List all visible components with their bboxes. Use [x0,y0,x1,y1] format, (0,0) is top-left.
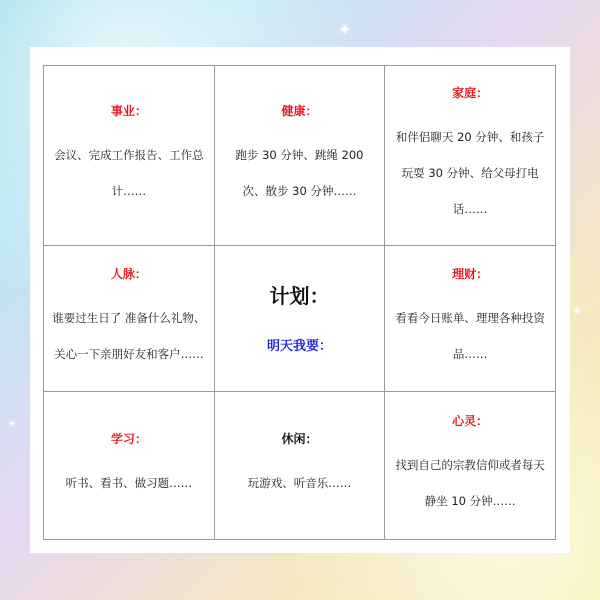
cell-body: 听书、看书、做习题…… [65,475,193,490]
cell-body: 玩游戏、听音乐…… [247,475,352,490]
plan-card [30,47,570,553]
cell-body: 看看今日账单、理理各种投资品…… [395,310,545,361]
cell-network [44,246,215,392]
cell-finance [385,246,556,392]
cell-family [385,66,556,246]
sparkle-icon: ✦ [338,20,352,39]
cell-body: 找到自己的宗教信仰或者每天静坐 10 分钟…… [395,457,545,508]
cell-body: 跑步 30 分钟、跳绳 200 次、散步 30 分钟…… [235,147,364,198]
cell-title: 心灵： [452,413,489,428]
cell-spirit [385,392,556,540]
cell-title: 人脉： [110,266,147,281]
plan-grid [43,65,556,540]
page-subtitle: 明天我要： [266,338,332,354]
cell-center [214,246,385,392]
cell-health [214,66,385,246]
cell-title: 健康： [281,103,318,118]
cell-career [44,66,215,246]
cell-study [44,392,215,540]
page-title: 计划： [269,283,330,308]
sparkle-icon: ✦ [8,419,17,430]
cell-title: 事业： [110,103,147,118]
cell-body: 会议、完成工作报告、工作总计…… [54,147,204,198]
cell-title: 家庭： [452,85,489,100]
cell-body: 和伴侣聊天 20 分钟、和孩子玩耍 30 分钟、给父母打电话…… [395,129,545,216]
sparkle-icon: ✦ [572,304,583,318]
cell-title: 学习： [110,431,147,446]
cell-title: 休闲： [281,431,318,446]
cell-body: 谁要过生日了 准备什么礼物、关心一下亲朋好友和客户…… [52,310,206,361]
cell-leisure [214,392,385,540]
cell-title: 理财： [452,266,489,281]
